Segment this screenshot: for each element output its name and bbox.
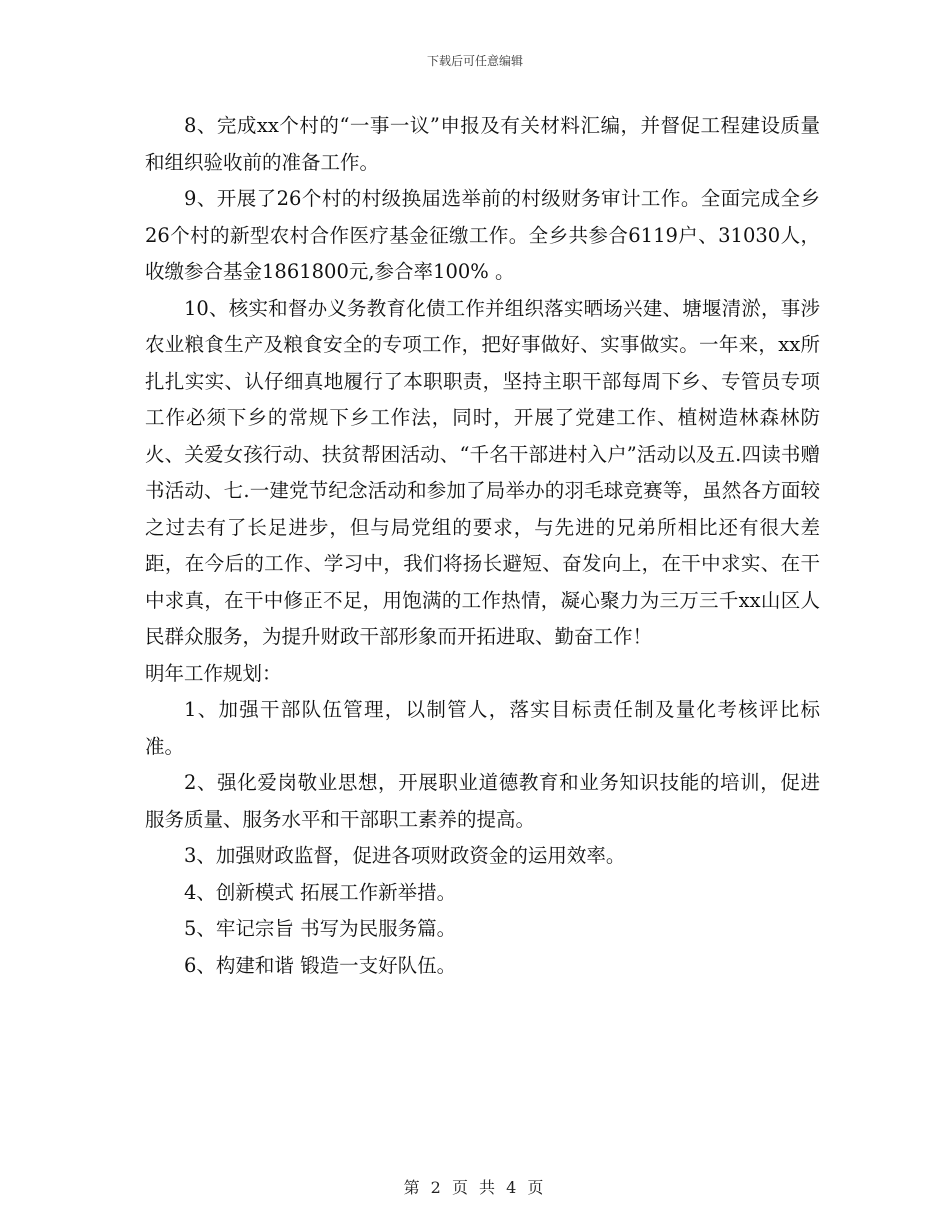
- paragraph-item-10: 10、核实和督办义务教育化债工作并组织落实晒场兴建、塘堰清淤，事涉农业粮食生产及粮食安全的专项工作，把好事做好、实事做实。一年来，xx所扎扎实实、认仔细真地履行了本职职责，坚持主职干部每周下乡、专管员专项工作必须下乡的常规下乡工作法，同时，开展了党建工作、植树造林森林防火、关爱女孩行动、扶贫帮困活动、“千名干部进村入户”活动以及五.四读书赠书活动、七.一建党节纪念活动和参加了局举办的羽毛球竞赛等，虽然各方面较之过去有了长足进步，但与局党组的要求，与先进的兄弟所相比还有很大差距，在今后的工作、学习中，我们将扬长避短、奋发向上，在干中求实、在干中求真，在干中修正不足，用饱满的工作热情，凝心聚力为三万三千xx山区人民群众服务，为提升财政干部形象而开拓进取、勤奋工作！: [145, 296, 820, 648]
- paragraph-item-8: 8、完成xx个村的“一事一议”申报及有关材料汇编，并督促工程建设质量和组织验收前的准备工作。: [145, 114, 820, 174]
- page-number-footer: 第 2 页 共 4 页: [403, 1178, 547, 1197]
- plan-item-5: 5、牢记宗旨 书写为民服务篇。: [184, 917, 457, 940]
- section-heading-next-year-plan: 明年工作规划：: [145, 661, 282, 685]
- plan-item-2: 2、强化爱岗敬业思想，开展职业道德教育和业务知识技能的培训，促进服务质量、服务水平和干部职工素养的提高。: [145, 771, 820, 831]
- plan-item-1: 1、加强干部队伍管理，以制管人，落实目标责任制及量化考核评比标准。: [145, 698, 820, 758]
- plan-item-6: 6、构建和谐 锻造一支好队伍。: [184, 953, 457, 977]
- paragraph-item-9: 9、开展了26个村的村级换届选举前的村级财务审计工作。全面完成全乡26个村的新型农村合作医疗基金征缴工作。全乡共参合6119户、31030人，收缴参合基金1861800元,参合率100% 。: [145, 187, 820, 283]
- plan-item-3: 3、加强财政监督，促进各项财政资金的运用效率。: [184, 844, 626, 867]
- document-body: [145, 108, 820, 984]
- page-header: 下载后可任意编辑: [426, 54, 523, 68]
- plan-item-4: 4、创新模式 拓展工作新举措。: [184, 880, 457, 904]
